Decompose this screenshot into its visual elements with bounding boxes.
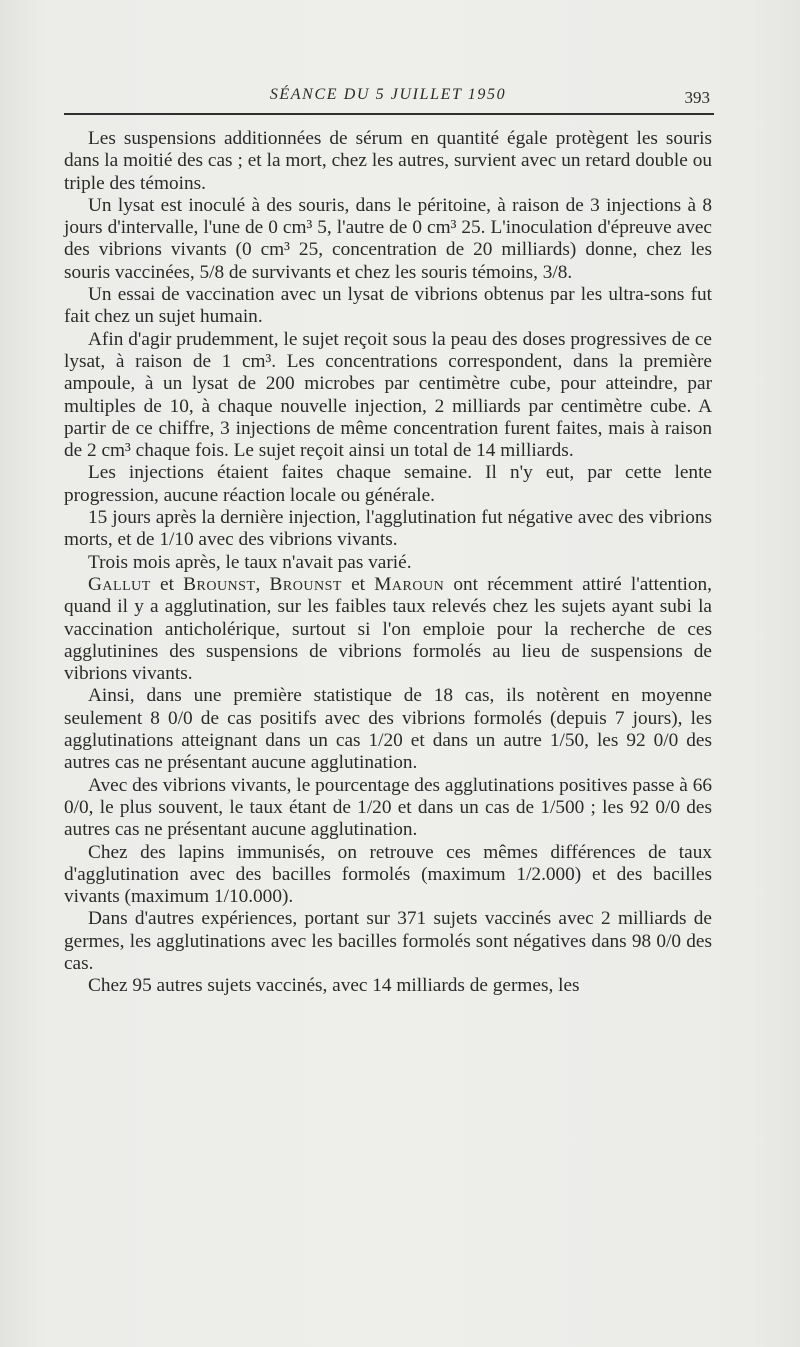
paragraph-8: Ainsi, dans une première statistique de 18 cas, ils notèrent en moyenne seulement 8 0/0 de cas positifs avec des vibrions formolés (depuis 7 jours), les agglutinations atteignant dans un cas 1/20 et dans un autre 1/50, les 92 0/0 des autres cas ne présentant aucune agglutination.	[64, 685, 712, 774]
paragraph-5: Les injections étaient faites chaque semaine. Il n'y eut, par cette lente progression, aucune réaction locale ou générale.	[64, 462, 712, 506]
page-header	[64, 86, 712, 110]
running-head: SÉANCE DU 5 JUILLET 1950	[269, 86, 507, 103]
author-name: Brounst	[269, 573, 342, 595]
paragraph-4: Afin d'agir prudemment, le sujet reçoit sous la peau des doses progressives de ce lysat, à raison de 1 cm³. Les concentrations correspondent, dans la première ampoule, à un lysat de 200 microbes par centimètre cube, pour atteindre, par multiples de 10, à chaque nouvelle injection, 2 milliards par centimètre cube. A partir de ce chiffre, 3 injections de même concentration furent faites, mais à raison de 2 cm³ chaque fois. Le sujet reçoit ainsi un total de 14 milliards.	[64, 328, 712, 462]
conjunction: et	[150, 573, 184, 595]
paragraph-3: Un essai de vaccination avec un lysat de vibrions obtenus par les ultra-sons fut fait chez un sujet humain.	[64, 284, 712, 328]
page-number: 393	[684, 88, 710, 107]
header-rule	[64, 113, 714, 115]
author-name: Maroun	[374, 573, 445, 595]
paragraph-authors	[64, 574, 712, 685]
paragraph-12: Chez 95 autres sujets vaccinés, avec 14 milliards de germes, les	[88, 975, 580, 997]
paragraph-1: Les suspensions additionnées de sérum en quantité égale protègent les souris dans la moitié des cas ; et la mort, chez les autres, survient avec un retard double ou triple des témoins.	[64, 128, 712, 194]
paragraph-2: Un lysat est inoculé à des souris, dans le péritoine, à raison de 3 injections à 8 jours d'intervalle, l'une de 0 cm³ 5, l'autre de 0 cm³ 25. L'inoculation d'épreuve avec des vibrions vivants (0 cm³ 25, concentration de 20 milliards) donne, chez les souris vaccinées, 5/8 de survivants et chez les souris témoins, 3/8.	[64, 194, 712, 283]
paragraph-11: Dans d'autres expériences, portant sur 371 sujets vaccinés avec 2 milliards de germes, les agglutinations avec les bacilles formolés sont négatives dans 98 0/0 des cas.	[64, 908, 712, 974]
body-text	[64, 128, 712, 998]
paragraph-text: ont récemment attiré l'attention, quand il y a agglutination, sur les faibles taux relevés chez les sujets ayant subi la vaccination anticholérique, surtout si l'on emploie pour la recherche de ces agglutinines des suspensions de vibrions formolés au lieu de suspensions de vibrions vivants.	[64, 573, 713, 685]
conjunction: et	[341, 573, 375, 595]
paragraph-10: Chez des lapins immunisés, on retrouve ces mêmes différences de taux d'agglutination avec des bacilles formolés (maximum 1/2.000) et des bacilles vivants (maximum 1/10.000).	[64, 841, 712, 908]
author-name: Brounst	[183, 573, 256, 595]
author-name: Gallut	[88, 573, 151, 595]
paragraph-6: 15 jours après la dernière injection, l'agglutination fut négative avec des vibrions morts, et de 1/10 avec des vibrions vivants.	[64, 507, 712, 551]
paragraph-9: Avec des vibrions vivants, le pourcentage des agglutinations positives passe à 66 0/0, le plus souvent, le taux étant de 1/20 et dans un cas de 1/500 ; les 92 0/0 des autres cas ne présentant aucune agglutination.	[64, 774, 712, 841]
separator: ,	[255, 573, 270, 595]
paragraph-7: Trois mois après, le taux n'avait pas varié.	[88, 551, 412, 573]
